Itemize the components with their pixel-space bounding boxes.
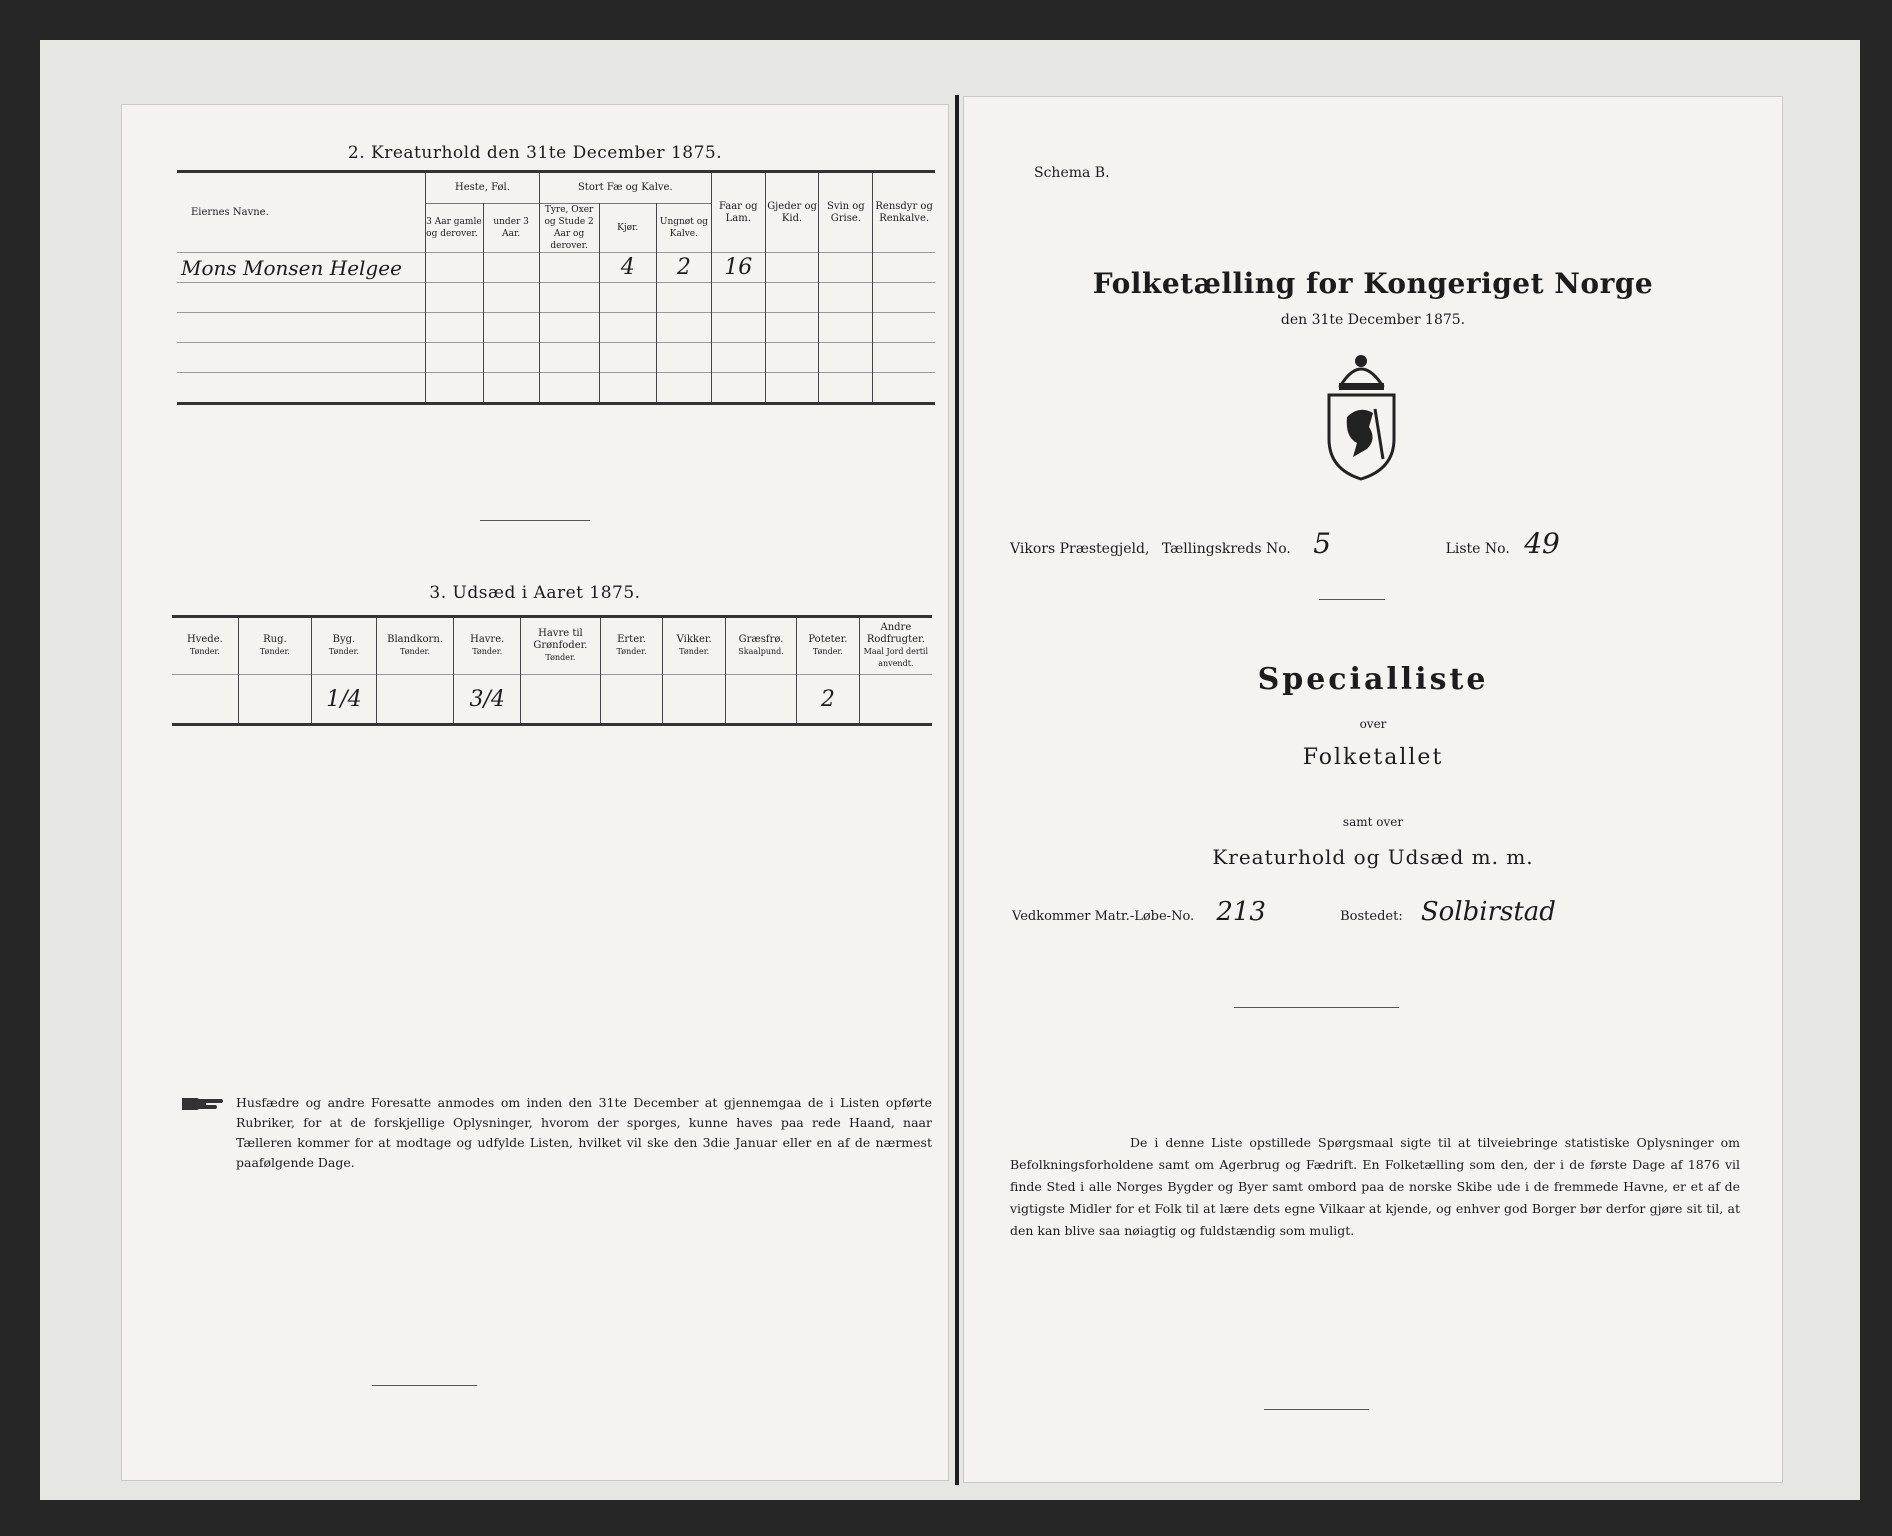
seed-value-cell (238, 675, 311, 725)
seed-column-unit: Tønder. (616, 647, 647, 656)
pointing-hand-icon (182, 1095, 224, 1113)
seed-column-unit: Tønder. (812, 647, 843, 656)
seed-value-cell: 2 (797, 675, 860, 725)
page-gutter (955, 95, 959, 1485)
rensdyr-header: Rensdyr og Renkalve. (873, 172, 935, 253)
samt-over-text: samt over (1342, 815, 1404, 829)
seed-column-unit: Tønder. (328, 647, 359, 656)
parish-label: Vikors Præstegjeld, (1010, 541, 1150, 557)
heste-header: Heste, Føl. (426, 172, 540, 204)
district-label: Tællingskreds No. (1161, 541, 1291, 557)
separator-rule (1234, 1007, 1399, 1008)
seed-column-header (312, 617, 377, 675)
matr-line (1012, 897, 1556, 927)
kreaturhold-heading: Kreaturhold og Udsæd m. m. (1212, 845, 1534, 869)
seed-column-unit: Skaalpund. (738, 647, 784, 656)
seed-column-name: Poteter. (808, 634, 848, 645)
right-page (964, 97, 1782, 1482)
seed-value-cell: 3/4 (454, 675, 521, 725)
seed-column-header (663, 617, 726, 675)
separator-rule (1319, 599, 1385, 600)
coat-of-arms-icon (1319, 347, 1404, 482)
seed-value-cell (725, 675, 796, 725)
document-title: Folketælling for Kongeriget Norge (1092, 267, 1654, 300)
table-row (177, 283, 935, 313)
seed-value-cell: 1/4 (312, 675, 377, 725)
seed-value-cell (172, 675, 238, 725)
seed-value-cell (859, 675, 932, 725)
matr-value: 213 (1216, 897, 1266, 927)
seed-value-cell (521, 675, 601, 725)
seed-column-name: Havre. (470, 634, 505, 645)
table-row (177, 253, 935, 283)
table-row (177, 343, 935, 373)
table-row (172, 675, 932, 725)
left-page (122, 105, 948, 1480)
seed-column-header (859, 617, 932, 675)
seed-column-unit: Tønder. (679, 647, 710, 656)
seed-column-header (797, 617, 860, 675)
seed-column-unit: Tønder. (400, 647, 431, 656)
seed-column-name: Græsfrø. (738, 634, 784, 645)
notice-block (182, 1093, 932, 1173)
seed-column-name: Erter. (617, 634, 646, 645)
separator-rule (480, 520, 590, 521)
owner-header: Eiernes Navne. (177, 172, 426, 253)
livestock-section-title: 2. Kreaturhold den 31te December 1875. (347, 143, 723, 163)
seed-column-unit: Tønder. (189, 647, 220, 656)
seed-column-header (600, 617, 663, 675)
matr-label: Vedkommer Matr.-Løbe-No. (1012, 909, 1195, 924)
district-value: 5 (1313, 527, 1332, 560)
heste-under3-header: under 3 Aar. (483, 204, 539, 253)
kjor-value: 4 (599, 253, 656, 283)
seed-column-name: Vikker. (676, 634, 712, 645)
gjeder-header: Gjeder og Kid. (765, 172, 819, 253)
notice-text: Husfædre og andre Foresatte anmodes om inden den 31te December at gjennemgaa de i Listen opførte Rubriker, for at de forskjellige Oplysninger, hvorom der sporges, kunne haves paa rede Haand, naar Tælleren kommer for at modtage og udfylde Listen, hvilket vil ske den 3die Januar eller en af de nærmest paafølgende Dage. (236, 1095, 932, 1170)
seed-column-unit: Tønder. (472, 647, 503, 656)
seed-column-unit: Tønder. (259, 647, 290, 656)
seed-table (172, 615, 932, 726)
ungnot-value: 2 (656, 253, 711, 283)
seed-section-title: 3. Udsæd i Aaret 1875. (429, 583, 641, 603)
seed-column-name: Rug. (263, 634, 287, 645)
tyre-header: Tyre, Oxer og Stude 2 Aar og derover. (539, 204, 599, 253)
seed-column-header (521, 617, 601, 675)
seed-value-cell (600, 675, 663, 725)
seed-column-name: Blandkorn. (387, 634, 443, 645)
seed-column-name: Byg. (332, 634, 356, 645)
folketallet-heading: Folketallet (1302, 745, 1444, 770)
owner-name: Mons Monsen Helgee (177, 253, 426, 283)
over-text: over (1359, 717, 1387, 731)
table-row (177, 373, 935, 404)
document-date: den 31te December 1875. (1280, 312, 1466, 328)
seed-column-header (376, 617, 453, 675)
seed-column-header (725, 617, 796, 675)
separator-rule (1264, 1409, 1369, 1410)
seed-column-name: Hvede. (187, 634, 223, 645)
seed-value-cell (376, 675, 453, 725)
kjor-header: Kjør. (599, 204, 656, 253)
bosted-label: Bostedet: (1340, 909, 1403, 924)
heste-3aar-header: 3 Aar gamle og derover. (426, 204, 483, 253)
faar-header: Faar og Lam. (711, 172, 765, 253)
ungnot-header: Ungnøt og Kalve. (656, 204, 711, 253)
faar-value: 16 (711, 253, 765, 283)
seed-column-header (172, 617, 238, 675)
bosted-value: Solbirstad (1420, 897, 1556, 927)
seed-column-header (238, 617, 311, 675)
seed-column-unit: Tønder. (545, 653, 576, 662)
parish-line (1010, 527, 1560, 560)
specialliste-heading: Specialliste (1257, 662, 1489, 697)
separator-rule (372, 1385, 477, 1386)
seed-column-name: Havre til Grønfoder. (533, 628, 588, 651)
list-value: 49 (1524, 527, 1560, 560)
stort-fae-header: Stort Fæ og Kalve. (539, 172, 711, 204)
schema-label: Schema B. (1034, 165, 1110, 181)
livestock-table (177, 170, 935, 405)
svin-header: Svin og Grise. (819, 172, 873, 253)
seed-column-unit: Maal Jord dertil anvendt. (863, 647, 929, 668)
table-row (177, 313, 935, 343)
seed-value-cell (663, 675, 726, 725)
seed-column-name: Andre Rodfrugter. (866, 622, 925, 645)
list-label: Liste No. (1445, 541, 1510, 557)
intro-paragraph: De i denne Liste opstillede Spørgsmaal sigte til at tilveiebringe statistiske Oplysninger om Befolkningsforholdene samt om Agerbrug og Fædrift. En Folketælling som den, der i de første Dage af 1876 vil finde Sted i alle Norges Bygder og Byer samt ombord paa de norske Skibe ude i de fremmede Havne, er et af de vigtigste Midler for et Folk til at lære dets egne Vilkaar at kjende, og enhver god Borger bør derfor gjøre sit til, at den kan blive saa nøiagtig og fuldstændig som muligt. (1010, 1135, 1740, 1238)
seed-column-header (454, 617, 521, 675)
